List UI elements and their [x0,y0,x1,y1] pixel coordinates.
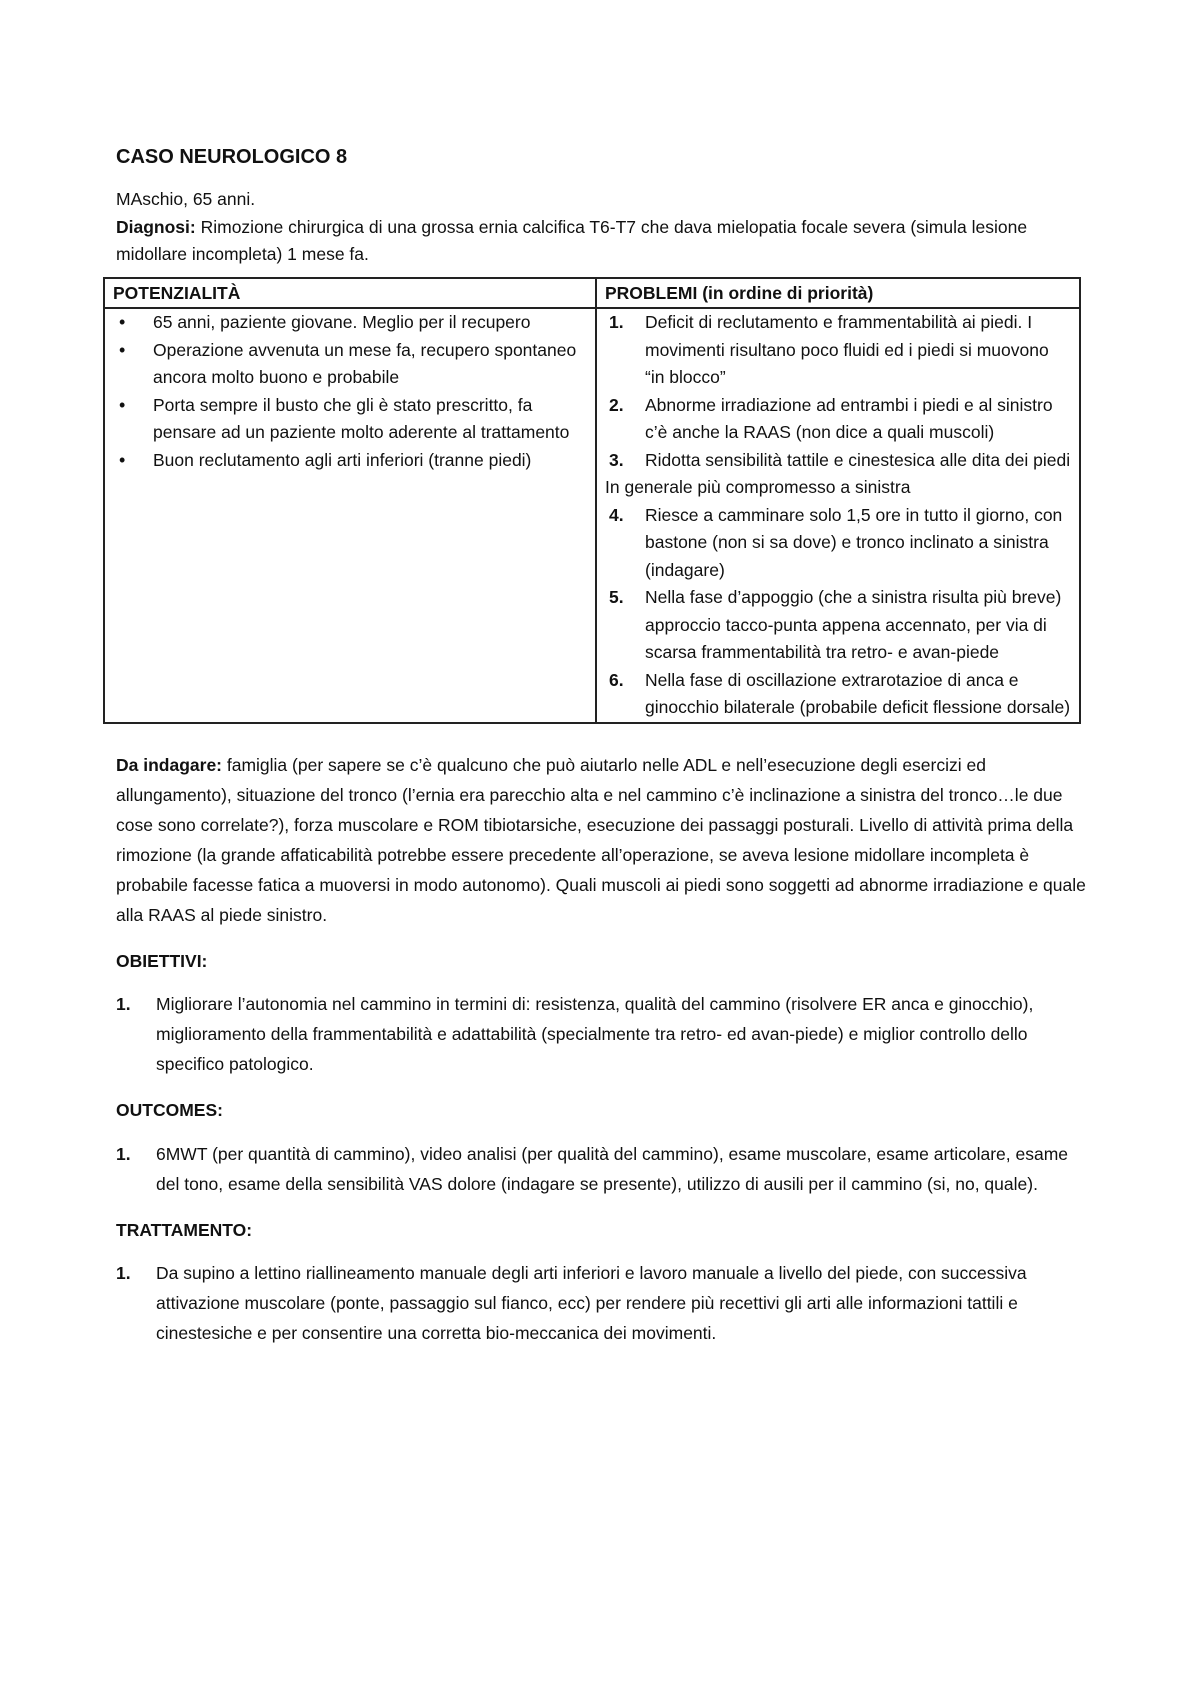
item-text: Ridotta sensibilità tattile e cinestesica alle dita dei piedi [645,449,1071,470]
intro-block [116,186,1086,269]
item-number: 4. [609,504,624,525]
item-text: Riesce a camminare solo 1,5 ore in tutto il giorno, con bastone (non si sa dove) e tronco inclinato a sinistra (indagare) [645,504,1063,580]
document-page [113,144,1086,1348]
item-number: 6. [609,669,624,690]
list-item [605,667,1071,722]
potenzialita-cell [104,308,596,723]
header-potenzialita: POTENZIALITÀ [104,278,596,309]
indagare-label: Da indagare: [116,754,222,775]
potential-problems-table [103,277,1081,724]
list-item [116,1258,1086,1348]
list-item: • 65 anni, paziente giovane. Meglio per il recupero [113,309,587,337]
problemi-note: In generale più compromesso a sinistra [605,477,911,497]
list-item: • Operazione avvenuta un mese fa, recupero spontaneo ancora molto buono e probabile [113,337,587,392]
item-text: Nella fase d’appoggio (che a sinistra risulta più breve) approccio tacco-punta appena accennato, per via di scarsa frammentabilità tra retro- e avan-piede [645,587,1062,662]
header-problemi: PROBLEMI (in ordine di priorità) [596,278,1080,309]
obiettivi-heading: OBIETTIVI: [116,950,208,971]
table-header-row [104,278,1080,309]
list-item [116,989,1086,1079]
list-item [605,447,1071,475]
list-item [116,1139,1086,1199]
item-text: Nella fase di oscillazione extrarotazioe di anca e ginocchio bilaterale (probabile deficit flessione dorsale) [645,669,1071,717]
trattamento-heading: TRATTAMENTO: [116,1219,253,1240]
outcomes-list [116,1139,1086,1199]
item-text: 6MWT (per quantità di cammino), video analisi (per qualità del cammino), esame muscolare, esame articolare, esame del tono, esame della sensibilità VAS dolore (indagare se presente), utilizzo di ausili per il cammino (si, no, quale). [156,1143,1068,1194]
diagnosis-paragraph [116,214,1086,269]
table-body-row [104,308,1080,723]
item-number: 1. [116,994,131,1014]
potenzialita-list [113,309,587,474]
item-number: 3. [609,449,624,470]
item-number: 1. [609,312,624,332]
list-item: • Porta sempre il busto che gli è stato prescritto, fa pensare ad un paziente molto aderente al trattamento [113,392,587,447]
problemi-list-b [605,502,1071,722]
problemi-cell [596,308,1080,723]
indagare-paragraph [116,750,1086,930]
list-item [605,309,1071,392]
item-number: 2. [609,394,624,415]
diagnosis-text: Rimozione chirurgica di una grossa ernia calcifica T6-T7 che dava mielopatia focale severa (simula lesione midollare incompleta) 1 mese fa. [116,216,1028,264]
list-item [605,392,1071,447]
item-text: Deficit di reclutamento e frammentabilità ai piedi. I movimenti risultano poco fluidi ed i piedi si muovono “in blocco” [645,312,1049,387]
item-number: 1. [116,1143,131,1164]
outcomes-heading: OUTCOMES: [116,1100,223,1120]
item-number: 5. [609,587,624,607]
item-number: 1. [116,1263,131,1283]
list-item [605,584,1071,667]
item-text: Da supino a lettino riallineamento manuale degli arti inferiori e lavoro manuale a livello del piede, con successiva attivazione muscolare (ponte, passaggio sul fianco, ecc) per rendere più recettivi gli arti alle informazioni tattili e cinestesiche e per consentire una corretta bio-meccanica dei movimenti. [156,1263,1027,1343]
problemi-list-a [605,309,1071,474]
document-title: CASO NEUROLOGICO 8 [116,146,348,168]
indagare-text: famiglia (per sapere se c’è qualcuno che può aiutarlo nelle ADL e nell’esecuzione degli esercizi ed allungamento), situazione del tronco (l’ernia era parecchio alta e nel cammino c’è inclinazione a sinistra del tronco…le due cose sono correlate?), forza muscolare e ROM tibiotarsiche, esecuzione dei passaggi posturali. Livello di attività prima della rimozione (la grande affaticabilità potrebbe essere precedente all’operazione, se aveva lesione midollare incompleta è probabile facesse fatica a muoversi in modo autonomo). Quali muscoli ai piedi sono soggetti ad abnorme irradiazione e quale alla RAAS al piede sinistro. [116,754,1086,925]
obiettivi-list [116,989,1086,1079]
item-text: Migliorare l’autonomia nel cammino in termini di: resistenza, qualità del cammino (risolvere ER anca e ginocchio), miglioramento della frammentabilità e adattabilità (specialmente tra retro- ed avan-piede) e miglior controllo dello specifico patologico. [156,994,1034,1074]
list-item [605,502,1071,585]
indagare-section [116,750,1086,930]
diagnosis-label: Diagnosi: [116,216,196,237]
trattamento-list [116,1258,1086,1348]
item-text: Abnorme irradiazione ad entrambi i piedi e al sinistro c’è anche la RAAS (non dice a quali muscoli) [645,394,1053,442]
patient-info: MAschio, 65 anni. [116,189,256,209]
list-item: • Buon reclutamento agli arti inferiori (tranne piedi) [113,447,587,475]
